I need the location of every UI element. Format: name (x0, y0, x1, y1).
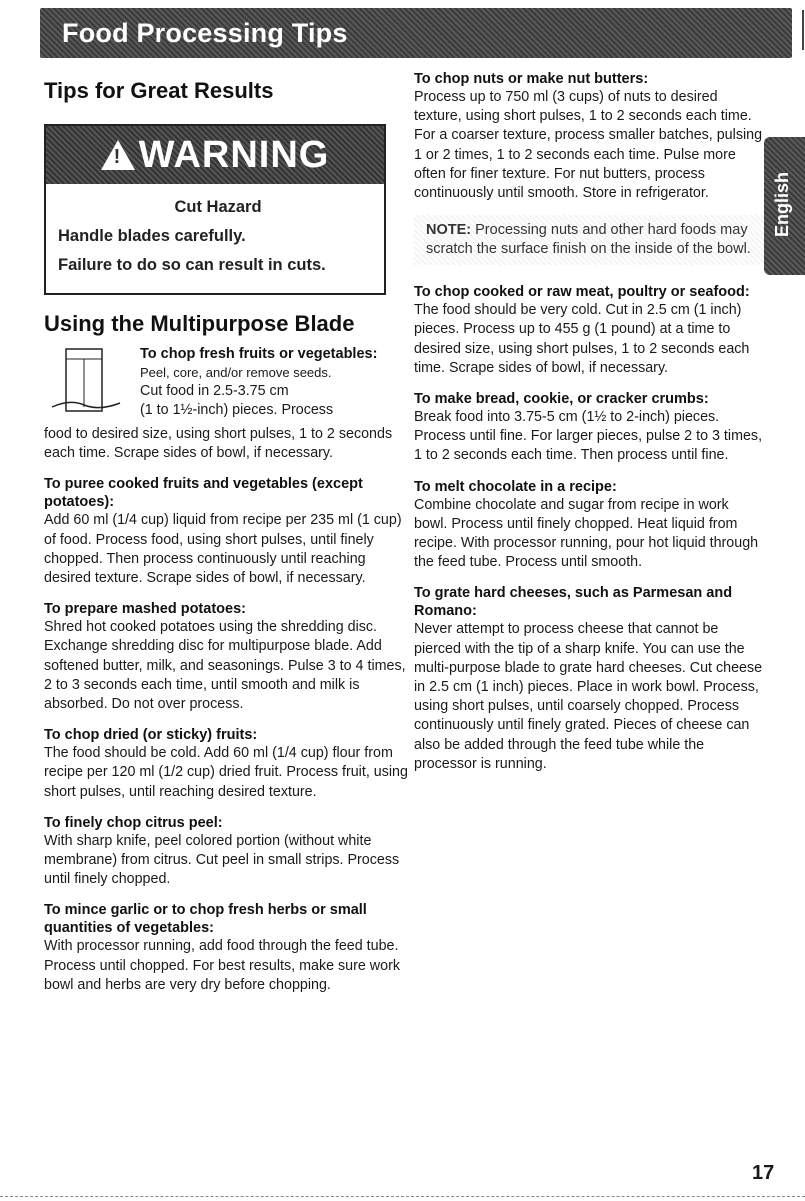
right-column (414, 70, 764, 774)
blade-section (44, 311, 414, 463)
tip-body: Never attempt to process cheese that cannot be pierced with the tip of a sharp knife. You can use the multi-purpose blade to grate hard cheeses. Cut cheese in 2.5 cm (1 inch) pieces. Place in work bowl. Process, using short pulses, until coarsely chopped. Process continuously until finely grated. Pieces of cheese can also be added through the feed tube while the processor is running. (414, 621, 763, 772)
tip-body: With sharp knife, peel colored portion (without white membrane) from citrus. Cut peel in small strips. Process until finely chopped. (44, 832, 400, 888)
warning-word: WARNING (138, 133, 330, 176)
warning-box (44, 124, 386, 295)
warning-line-2: Failure to do so can result in cuts. (58, 256, 326, 274)
warning-triangle-icon: ! (101, 140, 135, 170)
tip-body: The food should be cold. Add 60 ml (1/4 cup) flour from recipe per 120 ml (1/2 cup) dried fruit. Process fruit, using short pulses, until reaching desired texture. (44, 745, 408, 800)
fresh-body-3: food to desired size, using short pulses, 1 to 2 seconds each time. Scrape sides of bowl, if necessary. (44, 426, 393, 462)
tip-title: To chop cooked or raw meat, poultry or seafood: (414, 284, 750, 301)
tip-title: To grate hard cheeses, such as Parmesan and Romano: (414, 585, 733, 620)
blade-heading: Using the Multipurpose Blade (44, 311, 355, 336)
tip-body: Shred hot cooked potatoes using the shredding disc. Exchange shredding disc for multipurpose blade. Add softened butter, milk, and seasonings. Pulse 3 to 4 times, 2 to 3 seconds each time, until smooth and milk is absorbed. Do not over process. (44, 619, 406, 713)
nuts-title: To chop nuts or make nut butters: (414, 71, 649, 87)
language-tab-label: English (772, 171, 792, 237)
tip-body: Combine chocolate and sugar from recipe in work bowl. Process until finely chopped. Heat liquid from recipe. With processor running, pour hot liquid through the feed tube. Process until smooth. (414, 496, 759, 571)
tip-section (414, 584, 764, 774)
page-edge (0, 1196, 805, 1197)
tip-section (414, 283, 764, 378)
warning-hazard: Cut Hazard (174, 198, 262, 216)
tip-body: Add 60 ml (1/4 cup) liquid from recipe per 235 ml (1 cup) of food. Process food, using short pulses, until finely chopped. Then process continuously until reaching desired texture. Scrape sides of bowl, if necessary. (44, 512, 402, 587)
tip-section (414, 390, 764, 466)
note-box (414, 215, 764, 265)
tip-title: To melt chocolate in a recipe: (414, 478, 617, 495)
work-bowl-icon (50, 345, 130, 425)
warning-line-1: Handle blades carefully. (58, 227, 246, 245)
fresh-title: To chop fresh fruits or vegetables: (140, 346, 378, 362)
fresh-body-2: (1 to 1½-inch) pieces. Process (140, 402, 334, 419)
warning-body (46, 184, 384, 293)
tip-title: To make bread, cookie, or cracker crumbs: (414, 391, 709, 408)
nuts-body: Process up to 750 ml (3 cups) of nuts to desired texture, using short pulses, 1 to 2 seconds each time. For a coarser texture, process smaller batches, pulsing 1 or 2 times, 1 to 2 seconds each time. Pulse more often for finer texture. For nut butters, process continuously until smooth. Store in refrigerator. (414, 89, 763, 202)
tip-title: To chop dried (or sticky) fruits: (44, 727, 258, 744)
tip-section (44, 814, 414, 890)
language-tab (764, 137, 805, 275)
fresh-seeds: Peel, core, and/or remove seeds. (140, 365, 332, 380)
warning-header (46, 126, 384, 184)
tip-title: To puree cooked fruits and vegetables (except potatoes): (44, 476, 363, 511)
tip-body: Break food into 3.75-5 cm (1½ to 2-inch) pieces. Process until fine. For larger pieces, pulse 2 to 3 times, 1 to 2 seconds each time. Then process until fine. (414, 409, 763, 464)
tip-title: To mince garlic or to chop fresh herbs or small quantities of vegetables: (44, 902, 367, 937)
left-column (44, 70, 414, 995)
note-label: NOTE: (426, 222, 472, 239)
tip-section (44, 901, 414, 995)
tips-heading: Tips for Great Results (44, 78, 274, 103)
tip-title: To prepare mashed potatoes: (44, 601, 246, 618)
tip-section (44, 475, 414, 588)
tip-section (414, 478, 764, 573)
page-number: 17 (752, 1162, 775, 1184)
edge-line (802, 10, 804, 50)
tip-section (44, 600, 414, 714)
page-title: Food Processing Tips (62, 18, 348, 48)
tip-title: To finely chop citrus peel: (44, 814, 223, 831)
tip-section (44, 726, 414, 802)
note-text: Processing nuts and other hard foods may scratch the surface finish on the inside of the bowl. (426, 222, 751, 258)
fresh-body-1: Cut food in 2.5-3.75 cm (140, 383, 289, 400)
tip-body: With processor running, add food through the feed tube. Process until chopped. For best results, make sure work bowl and herbs are very dry before chopping. (44, 938, 400, 993)
tip-body: The food should be very cold. Cut in 2.5 cm (1 inch) pieces. Process up to 455 g (1 pound) at a time to desired size, using short pulses, 1 to 2 seconds each time. Scrape sides of bowl, if necessary. (414, 302, 750, 376)
header-bar (40, 8, 792, 58)
